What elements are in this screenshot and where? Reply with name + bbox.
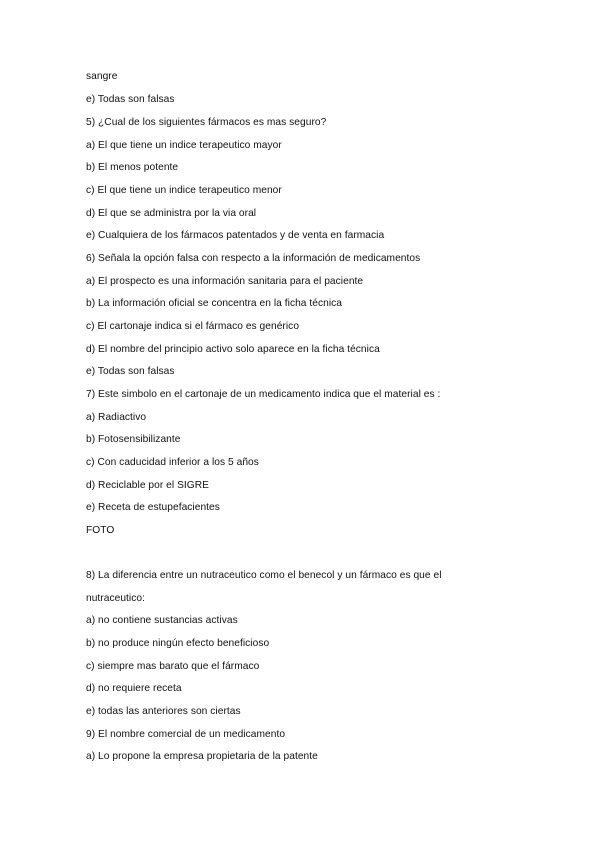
option-line: b) La información oficial se concentra en la ficha técnica — [86, 298, 343, 309]
option-line: a) no contiene sustancias activas — [86, 615, 238, 626]
option-line: e) todas las anteriores son ciertas — [86, 706, 241, 717]
option-line: d) El nombre del principio activo solo aparece en la ficha técnica — [86, 344, 380, 355]
photo-placeholder-label: FOTO — [86, 525, 115, 536]
option-line: a) El prospecto es una información sanitaria para el paciente — [86, 276, 364, 287]
option-line: a) Lo propone la empresa propietaria de la patente — [86, 751, 318, 762]
option-line: e) Receta de estupefacientes — [86, 502, 220, 513]
question-6: 6) Señala la opción falsa con respecto a la información de medicamentos — [86, 253, 421, 264]
question-7: 7) Este simbolo en el cartonaje de un medicamento indica que el material es : — [86, 389, 441, 400]
option-line: e) Cualquiera de los fármacos patentados y de venta en farmacia — [86, 230, 385, 241]
option-line: c) Con caducidad inferior a los 5 años — [86, 457, 259, 468]
text-line: sangre — [86, 71, 118, 82]
option-line: b) Fotosensibilizante — [86, 434, 181, 445]
option-line: b) no produce ningún efecto beneficioso — [86, 638, 270, 649]
option-line: d) El que se administra por la via oral — [86, 208, 257, 219]
option-line: d) Reciclable por el SIGRE — [86, 480, 210, 491]
option-line: b) El menos potente — [86, 162, 179, 173]
option-line: a) Radiactivo — [86, 412, 147, 423]
question-5: 5) ¿Cual de los siguientes fármacos es mas seguro? — [86, 117, 327, 128]
option-line: c) siempre mas barato que el fármaco — [86, 661, 260, 672]
option-line: c) El que tiene un indice terapeutico menor — [86, 185, 282, 196]
option-line: e) Todas son falsas — [86, 366, 175, 377]
question-9: 9) El nombre comercial de un medicamento — [86, 729, 286, 740]
question-8: 8) La diferencia entre un nutraceutico como el benecol y un fármaco es que el — [86, 570, 442, 581]
option-line: a) El que tiene un indice terapeutico mayor — [86, 140, 282, 151]
option-line: c) El cartonaje indica si el fármaco es genérico — [86, 321, 300, 332]
text-line: nutraceutico: — [86, 593, 145, 604]
option-line: d) no requiere receta — [86, 683, 182, 694]
text-line: e) Todas son falsas — [86, 94, 175, 105]
